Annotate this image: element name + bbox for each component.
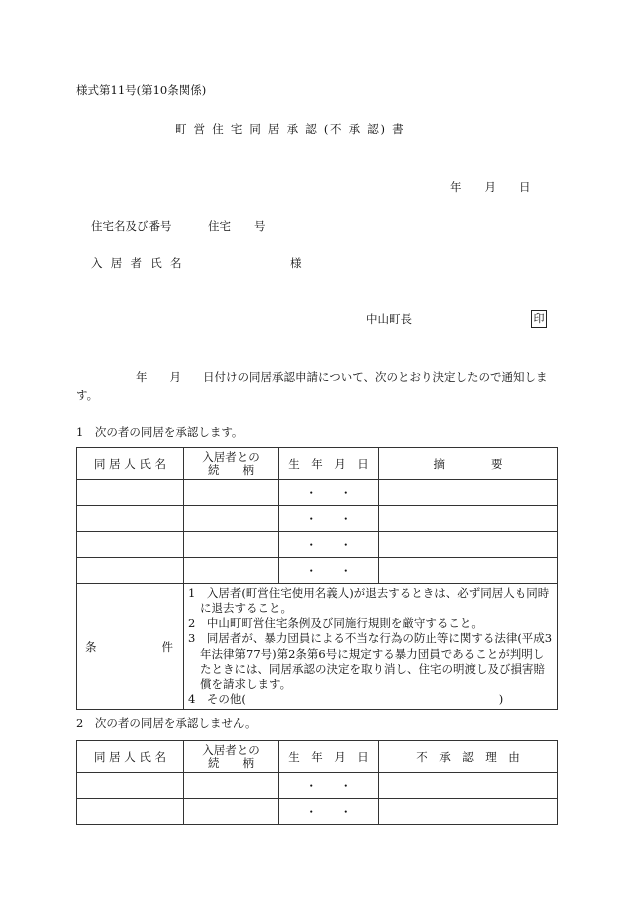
name-cell[interactable] (77, 773, 184, 799)
table-row (77, 773, 558, 799)
condition-item: 4 その他( ) (188, 692, 504, 707)
condition-item: 1 入居者(町営住宅使用名義人)が退去するときは、必ず同居人も同時に退去すること。 (188, 585, 550, 615)
housing-label: 住宅名及び番号 (91, 219, 172, 233)
section2-heading: 2 次の者の同居を承認しません。 (76, 716, 257, 730)
form-reference: 様式第11号(第10条関係) (76, 83, 207, 97)
conditions-label (77, 584, 184, 710)
document-title: 町 営 住 宅 同 居 承 認 (不 承 認) 書 (175, 122, 406, 136)
name-cell[interactable] (77, 532, 184, 558)
col-cohabitant-name: 同 居 人 氏 名 (77, 741, 184, 773)
birthdate-cell[interactable]: ・ ・ (279, 532, 379, 558)
housing-value: 住宅 号 (208, 219, 266, 233)
birthdate-cell[interactable]: ・ ・ (279, 558, 379, 584)
notice-month: 月 (169, 370, 181, 384)
col-relationship-line1: 入居者との (202, 449, 260, 464)
col-relationship (184, 741, 279, 773)
seal-mark: 印 (531, 310, 547, 328)
relation-cell[interactable] (184, 799, 279, 825)
col-relationship (184, 448, 279, 480)
relation-cell[interactable] (184, 506, 279, 532)
remarks-cell[interactable] (379, 506, 558, 532)
table-row (77, 558, 558, 584)
conditions-label-right: 件 (161, 639, 173, 654)
reason-cell[interactable] (379, 773, 558, 799)
table-row (77, 532, 558, 558)
approval-header-row (77, 448, 558, 480)
notice-text: 日付けの同居承認申請について、次のとおり決定したので通知します。 (76, 370, 548, 402)
col-relationship-line2: 続 柄 (208, 755, 254, 770)
col-relationship-line2: 続 柄 (208, 462, 254, 477)
name-cell[interactable] (77, 506, 184, 532)
col-birthdate: 生 年 月 日 (279, 448, 379, 480)
rejection-header-row (77, 741, 558, 773)
birthdate-cell[interactable]: ・ ・ (279, 506, 379, 532)
remarks-cell[interactable] (379, 558, 558, 584)
remarks-cell[interactable] (379, 480, 558, 506)
conditions-label-left: 条 (85, 639, 97, 654)
remarks-cell[interactable] (379, 532, 558, 558)
name-cell[interactable] (77, 480, 184, 506)
birthdate-cell[interactable]: ・ ・ (279, 480, 379, 506)
col-remarks: 摘 要 (379, 448, 558, 480)
table-row (77, 506, 558, 532)
resident-suffix: 様 (290, 256, 302, 270)
issuer-name: 中山町長 (366, 312, 412, 326)
notice-paragraph (76, 368, 556, 404)
name-cell[interactable] (77, 799, 184, 825)
birthdate-cell[interactable]: ・ ・ (279, 799, 379, 825)
relation-cell[interactable] (184, 480, 279, 506)
rejection-table (76, 740, 558, 825)
relation-cell[interactable] (184, 532, 279, 558)
resident-label: 入 居 者 氏 名 (91, 256, 184, 270)
date-line: 年 月 日 (450, 180, 531, 194)
col-birthdate: 生 年 月 日 (279, 741, 379, 773)
table-row (77, 799, 558, 825)
col-cohabitant-name: 同 居 人 氏 名 (77, 448, 184, 480)
name-cell[interactable] (77, 558, 184, 584)
relation-cell[interactable] (184, 558, 279, 584)
condition-item: 3 同居者が、暴力団員による不当な行為の防止等に関する法律(平成3年法律第77号)第2条第6号に規定する暴力団員であることが判明したときには、同居承認の決定を取り消し、住宅の明渡し及び損害賠償を請求します。 (188, 631, 553, 691)
conditions-list (184, 584, 558, 710)
condition-item: 2 中山町町営住宅条例及び同施行規則を厳守すること。 (188, 616, 483, 631)
section1-heading: 1 次の者の同居を承認します。 (76, 425, 244, 439)
col-relationship-line1: 入居者との (202, 742, 260, 757)
notice-year: 年 (136, 370, 148, 384)
reason-cell[interactable] (379, 799, 558, 825)
birthdate-cell[interactable]: ・ ・ (279, 773, 379, 799)
approval-table (76, 447, 558, 710)
table-row (77, 480, 558, 506)
col-rejection-reason: 不 承 認 理 由 (379, 741, 558, 773)
relation-cell[interactable] (184, 773, 279, 799)
conditions-row (77, 584, 558, 710)
